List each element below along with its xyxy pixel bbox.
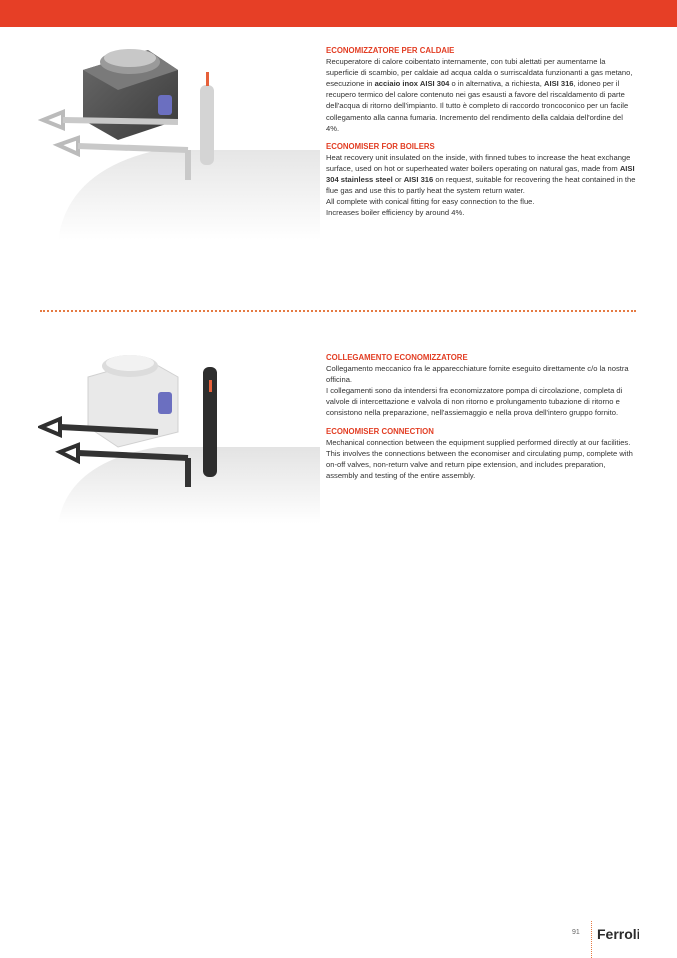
ferroli-logo <box>597 925 639 948</box>
english-title: ECONOMISER CONNECTION <box>326 426 434 436</box>
svg-text:Ferroli: Ferroli <box>597 926 639 942</box>
section-divider <box>40 310 636 312</box>
footer-separator <box>591 921 592 958</box>
english-description: Mechanical connection between the equipment supplied performed directly at our facilities. <box>326 437 631 447</box>
economiser-connection-illustration <box>38 352 320 524</box>
italian-description: Recuperatore di calore coibentato internamente, con tubi alettati per aumentarne la superficie di scambio, per caldaie ad acqua calda o surriscaldata funzionanti a gas metano, esecuzione in acciaio inox AISI 304 o in alternativa, a richiesta, AISI 316, idoneo per il recupero termico del calore contenuto nei gas esausti a favore del riscaldamento di parte dell'acqua di ritorno dell'impianto. Il tutto è completo di raccordo troncoconico per un facile collegamento alla canna fumaria. Incremento del rendimento della caldaia dell'ordine del 4%. <box>326 57 633 133</box>
italian-title: COLLEGAMENTO ECONOMIZZATORE <box>326 353 468 362</box>
english-description-line: All complete with conical fitting for easy connection to the flue. <box>326 197 535 207</box>
italian-description: I collegamenti sono da intendersi fra economizzatore pompa di circolazione, completa di valvole di intercettazione e valvola di non ritorno e prolungamento tubazione di ritorno e consistono nella preparazione, nell'assiemaggio e nella prova dell'intero gruppo fornito. <box>326 386 623 418</box>
english-description-line: Increases boiler efficiency by around 4%. <box>326 208 465 218</box>
top-color-bar <box>0 0 677 27</box>
economiser-description-block <box>326 45 636 218</box>
connection-description-block <box>326 352 636 481</box>
economiser-illustration <box>38 40 320 240</box>
english-description: This involves the connections between the economiser and circulating pump, complete with on-off valves, non-return valve and return pipe extension, and includes preparation, assembly and testing of the entire assembly. <box>326 448 633 480</box>
italian-title: ECONOMIZZATORE PER CALDAIE <box>326 46 455 55</box>
english-description: Heat recovery unit insulated on the inside, with finned tubes to increase the heat exchange surface, used on hot or superheated water boilers operating on natural gas, made from AISI 304 stainless steel or AISI 316 on request, suitable for recovering the heat contained in the flue gas and use this to partly heat the system return water. <box>326 152 636 196</box>
page-number: 91 <box>572 929 580 936</box>
italian-description: Collegamento meccanico fra le apparecchiature fornite eseguito direttamente c/o la nostra officina. <box>326 364 629 385</box>
english-title: ECONOMISER FOR BOILERS <box>326 141 435 151</box>
